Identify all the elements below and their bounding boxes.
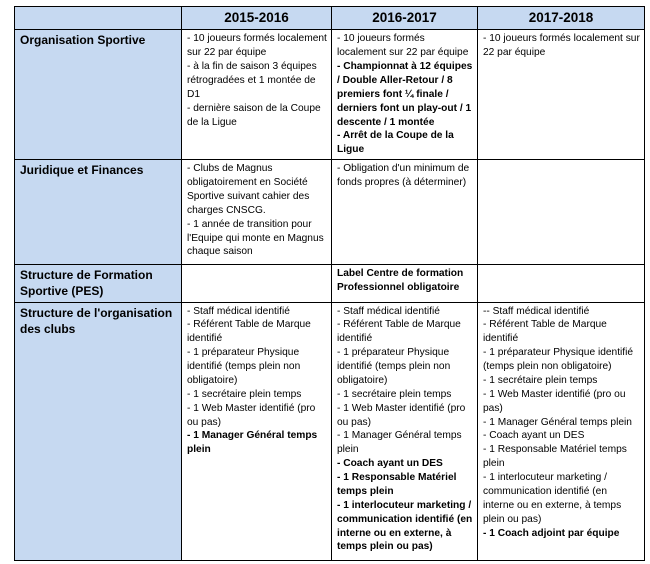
cell-line: - 1 préparateur Physique identifié (temps plein non obligatoire) bbox=[187, 347, 301, 386]
header-cell-2017-2018: 2017-2018 bbox=[478, 7, 645, 30]
row-structure-formation bbox=[15, 265, 645, 302]
cell-line: - Clubs de Magnus obligatoirement en Société Sportive suivant cahier des charges CNSCG. bbox=[187, 163, 310, 216]
cell bbox=[332, 265, 478, 302]
cell bbox=[332, 302, 478, 560]
cell-line: - 1 secrétaire plein temps bbox=[483, 374, 598, 386]
header-cell-2016-2017: 2016-2017 bbox=[332, 7, 478, 30]
cell-line: - à la fin de saison 3 équipes rétrogradées et 1 montée de D1 bbox=[187, 61, 317, 100]
cell bbox=[332, 30, 478, 160]
row-organisation-sportive bbox=[15, 30, 645, 160]
cell bbox=[332, 160, 478, 265]
cell-line: - 1 Responsable Matériel temps plein bbox=[337, 472, 457, 497]
cell-line: - 1 Responsable Matériel temps plein bbox=[483, 444, 627, 470]
table-body bbox=[15, 7, 645, 561]
cell-line: - 1 interlocuteur marketing / communication identifié (en interne ou en externe, à temps plein ou pas) bbox=[337, 499, 473, 553]
cell-line: - 1 Manager Général temps plein bbox=[187, 430, 318, 456]
header-row bbox=[15, 7, 645, 30]
cell bbox=[182, 30, 332, 160]
cell bbox=[182, 302, 332, 560]
row-label: Organisation Sportive bbox=[15, 30, 182, 160]
cell-line: - 10 joueurs formés localement sur 22 par équipe bbox=[337, 33, 469, 59]
cell bbox=[478, 302, 645, 560]
cell-line: - Référent Table de Marque identifié bbox=[483, 319, 607, 345]
cell-line: - 1 Manager Général temps plein bbox=[337, 430, 462, 456]
cell-line: - Championnat à 12 équipes / Double Aller-Retour / 8 premiers font ¼ finale / derniers font un play-out / 1 descente / 1 montée bbox=[337, 61, 473, 128]
cell-line: - 1 Coach adjoint par équipe bbox=[483, 527, 620, 539]
cell-line: - Arrêt de la Coupe de la Ligue bbox=[337, 130, 454, 156]
cell-line: - Obligation d'un minimum de fonds propres (à déterminer) bbox=[337, 163, 470, 189]
cell-line: - Coach ayant un DES bbox=[483, 430, 585, 442]
rules-table bbox=[14, 6, 645, 561]
cell-line: - Référent Table de Marque identifié bbox=[187, 319, 311, 345]
header-cell-2015-2016: 2015-2016 bbox=[182, 7, 332, 30]
cell bbox=[182, 265, 332, 302]
cell bbox=[182, 160, 332, 265]
cell-line: - 1 Web Master identifié (pro ou pas) bbox=[483, 388, 626, 414]
cell-line: - dernière saison de la Coupe de la Ligue bbox=[187, 102, 321, 128]
cell-line: - 1 Web Master identifié (pro ou pas) bbox=[187, 402, 316, 428]
cell-line: - 1 préparateur Physique identifié (temps plein non obligatoire) bbox=[337, 347, 451, 386]
cell-line: - 1 secrétaire plein temps bbox=[187, 388, 302, 400]
cell-line: - 1 secrétaire plein temps bbox=[337, 388, 452, 400]
row-label: Juridique et Finances bbox=[15, 160, 182, 265]
cell-line: -- Staff médical identifié bbox=[483, 305, 590, 317]
cell-line: - 1 préparateur Physique identifié (temps plein non obligatoire) bbox=[483, 347, 634, 373]
cell-line: - Staff médical identifié bbox=[187, 305, 290, 317]
cell-line: - 1 Manager Général temps plein bbox=[483, 416, 632, 428]
cell-line: - 1 année de transition pour l'Equipe qui monte en Magnus chaque saison bbox=[187, 218, 324, 258]
row-structure-organisation bbox=[15, 302, 645, 560]
cell-line: - 1 Web Master identifié (pro ou pas) bbox=[337, 402, 466, 428]
cell-line: Label Centre de formation Professionnel obligatoire bbox=[337, 268, 464, 294]
cell-line: - Coach ayant un DES bbox=[337, 458, 443, 470]
row-label: Structure de l'organisation des clubs bbox=[15, 302, 182, 560]
row-juridique-finances bbox=[15, 160, 645, 265]
header-cell-empty bbox=[15, 7, 182, 30]
cell-line: - Référent Table de Marque identifié bbox=[337, 319, 461, 345]
row-label: Structure de Formation Sportive (PES) bbox=[15, 265, 182, 302]
cell-line: - 10 joueurs formés localement sur 22 par équipe bbox=[187, 33, 327, 59]
cell-line: - 1 interlocuteur marketing / communication identifié (en interne ou en externe, à temps plein ou pas) bbox=[483, 472, 622, 525]
cell-line: - 10 joueurs formés localement sur 22 par équipe bbox=[483, 33, 640, 59]
cell bbox=[478, 265, 645, 302]
cell bbox=[478, 30, 645, 160]
cell-line: - Staff médical identifié bbox=[337, 305, 440, 317]
cell bbox=[478, 160, 645, 265]
